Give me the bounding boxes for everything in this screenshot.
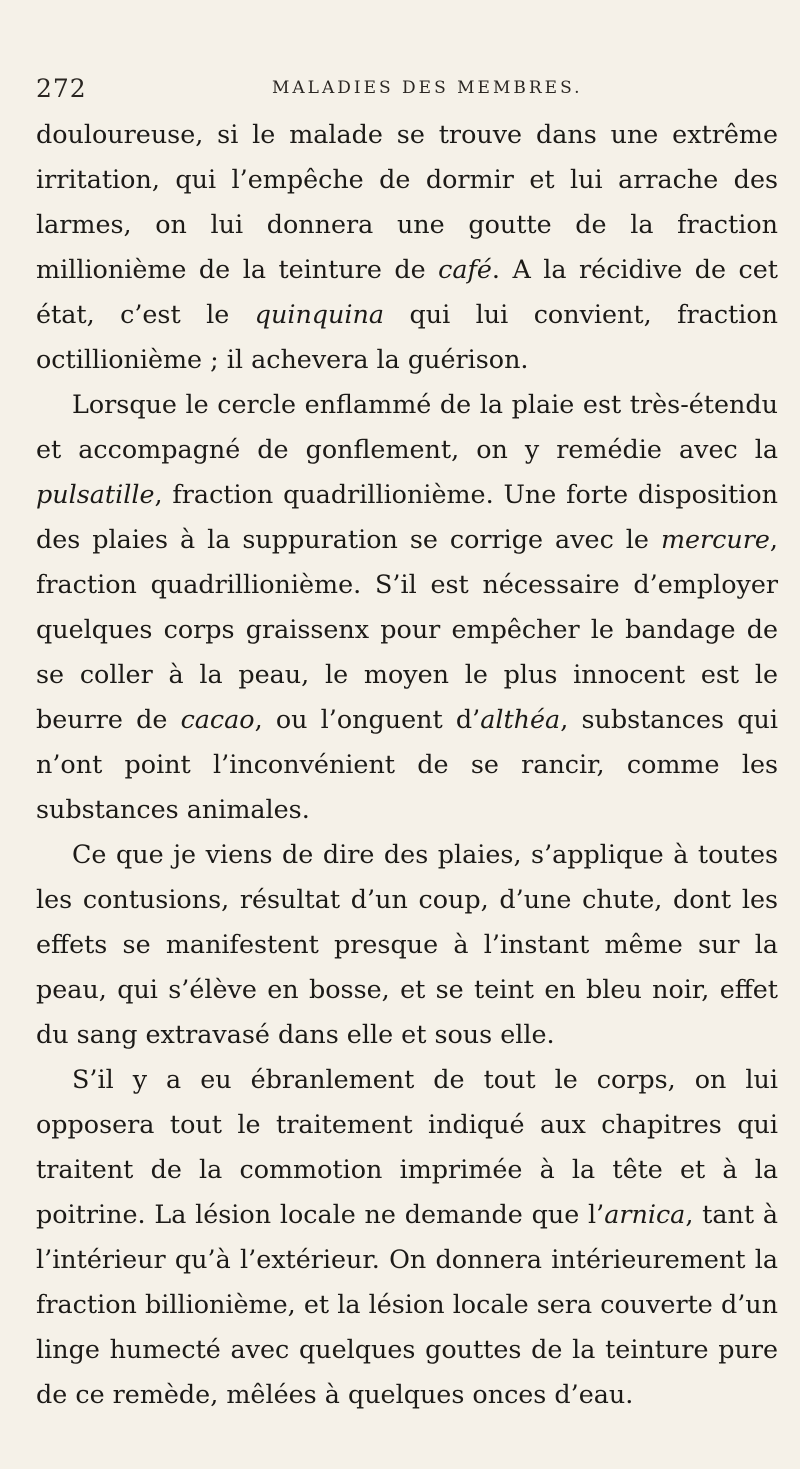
term-althea: althéa bbox=[480, 704, 561, 734]
term-pulsatille: pulsatille bbox=[36, 479, 155, 509]
paragraph-2 bbox=[36, 382, 778, 832]
text-run: S’il y a eu ébranlement de tout le corps, on lui opposera tout le traitement indiqué aux chapitres qui traitent de la commotion imprimée à la tête et à la poitrine. La lésion locale ne demande que l’ bbox=[36, 1064, 778, 1229]
term-cafe: café bbox=[438, 254, 492, 284]
term-arnica: arnica bbox=[604, 1199, 686, 1229]
running-title: MALADIES DES MEMBRES. bbox=[272, 78, 583, 98]
text-run: qui lui convient, fraction octillionième ; il achevera la guérison. bbox=[36, 299, 778, 374]
page-number: 272 bbox=[36, 74, 87, 103]
page-header bbox=[36, 74, 776, 106]
paragraph-4 bbox=[36, 1057, 778, 1417]
term-cacao: cacao bbox=[180, 704, 255, 734]
paragraph-1 bbox=[36, 112, 778, 382]
term-quinquina: quinquina bbox=[254, 299, 385, 329]
text-run: , tant à l’intérieur qu’à l’extérieur. On donnera intérieurement la fraction billionième, et la lésion locale sera couverte d’un linge humecté avec quelques gouttes de la teinture pure de ce remède, mêlées à quelques onces d’eau. bbox=[36, 1199, 778, 1409]
text-run: Lorsque le cercle enflammé de la plaie est très-étendu et accompagné de gonflement, on y remédie avec la bbox=[36, 389, 778, 464]
text-run: . A la récidive de cet état, c’est le bbox=[36, 254, 778, 329]
text-run: , ou l’onguent d’ bbox=[254, 704, 481, 734]
text-run: , substances qui n’ont point l’inconvénient de se rancir, comme les substances animales. bbox=[36, 704, 778, 824]
text-run: Ce que je viens de dire des plaies, s’applique à toutes les contusions, résultat d’un coup, d’une chute, dont les effets se manifestent presque à l’instant même sur la peau, qui s’élève en bosse, et se teint en bleu noir, effet du sang extravasé dans elle et sous elle. bbox=[36, 839, 778, 1049]
term-mercure: mercure bbox=[660, 524, 770, 554]
paragraph-3 bbox=[36, 832, 778, 1057]
text-run: , fraction quadrillionième. S’il est nécessaire d’employer quelques corps graissenx pour empêcher le bandage de se coller à la peau, le moyen le plus innocent est le beurre de bbox=[36, 524, 778, 734]
text-run: , fraction quadrillionième. Une forte disposition des plaies à la suppuration se corrige avec le bbox=[36, 479, 778, 554]
body-text bbox=[36, 112, 778, 1417]
text-run: douloureuse, si le malade se trouve dans une extrême irritation, qui l’empêche de dormir et lui arrache des larmes, on lui donnera une goutte de la fraction millionième de la teinture de bbox=[36, 119, 778, 284]
